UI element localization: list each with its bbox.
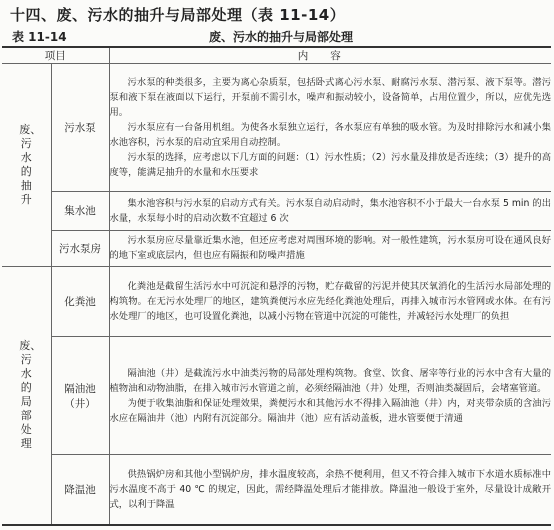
item-cell: 化粪池: [51, 266, 109, 336]
content-paragraph: 污水泵房应尽量靠近集水池，但还应考虑对周围环境的影响。对一般性建筑，污水泵房可设在通风良好的地下室或底层内，但也应有隔振和防噪声措施: [109, 235, 551, 262]
category-cell: [2, 64, 51, 267]
content-cell: [109, 230, 551, 266]
content-cell: [109, 336, 551, 454]
content-paragraph: 化粪池是截留生活污水中可沉淀和悬浮的污物，贮存截留的污泥并使其厌氧消化的生活污水局部处理的构筑物。在无污水处理厂的地区，建筑粪便污水应先经化粪池处理后，再排入城市污水管网或水体。在有污水处理厂的地区，也可设置化粪池，以减小污物在管道中沉淀的可能性，并减轻污水处理厂的负担: [109, 280, 551, 322]
table-row: [2, 266, 551, 336]
table-row: [2, 64, 551, 192]
table-title: 废、污水的抽升与局部处理: [209, 30, 354, 44]
content-paragraph: 隔油池（井）是截流污水中油类污物的局部处理构筑物。食堂、饮食、屠宰等行业的污水中含有大量的植物油和动物油脂，在排入城市污水管道之前，必须经隔油池（井）处理，否则油类凝固后，会堵塞管道。: [109, 367, 551, 394]
table-header-row: [2, 47, 551, 64]
content-paragraph: 污水泵的种类很多，主要为离心杂质泵，包括卧式离心污水泵、耐腐污水泵、潜污泵、液下泵等。潜污泵和液下泵在液面以下运行，开泵前不需引水，噪声和振动较小，设备简单，占用位置少，所以，应优先选用。: [109, 77, 551, 119]
header-content: 内容: [109, 47, 551, 64]
content-cell: [109, 192, 551, 230]
table-row: [2, 336, 551, 454]
category-label: 废、污水的局部处理: [19, 339, 42, 451]
category-cell: [2, 266, 51, 525]
pumping-treatment-table: [2, 46, 551, 526]
section-title: 十四、废、污水的抽升与局部处理（表 11-14）: [10, 6, 346, 24]
table-number: 表 11-14: [12, 30, 67, 44]
header-item: 项目: [2, 47, 109, 64]
content-cell: [109, 266, 551, 336]
content-paragraph: 为便于收集油脂和保证处理效果，粪便污水和其他污水不得排入隔油池（井）内，对夹带杂质的含油污水应在隔油井（池）内附有沉淀部分。隔油井（池）应有活动盖板，进水管要便于清通: [109, 397, 551, 424]
item-cell: 隔油池（井）: [51, 336, 109, 454]
item-cell: 集水池: [51, 192, 109, 230]
table-row: [2, 455, 551, 525]
content-paragraph: 集水池容积与污水泵的启动方式有关。污水泵自动启动时，集水池容积不小于最大一台水泵 5 min 的出水量，水泵每小时的启动次数不宜超过 6 次: [109, 197, 551, 224]
content-cell: [109, 64, 551, 192]
table-row: [2, 230, 551, 266]
content-paragraph: 供热锅炉房和其他小型锅炉房，排水温度较高，余热不便利用，但又不符合排入城市下水道水质标准中污水温度不高于 40 ℃ 的规定，因此，需经降温处理后才能排放。降温池一般设于室外，尽量设计成敞开式，以利于降温: [109, 469, 551, 511]
category-label: 废、污水的抽升: [19, 122, 42, 206]
item-cell: 污水泵: [51, 64, 109, 192]
item-cell: 污水泵房: [51, 230, 109, 266]
item-cell: 降温池: [51, 455, 109, 525]
table-row: [2, 192, 551, 230]
content-paragraph: 污水泵应有一台备用机组。为使各水泵独立运行，各水泵应有单独的吸水管。为及时排除污水和减小集水池容积，污水泵的启动宜采用自动控制。: [109, 122, 551, 149]
content-cell: [109, 455, 551, 525]
content-paragraph: 污水泵的选择，应考虑以下几方面的问题：（1）污水性质；（2）污水量及排放是否连续；（3）提升的高度等，能满足抽升的水量和水压要求: [109, 152, 551, 179]
